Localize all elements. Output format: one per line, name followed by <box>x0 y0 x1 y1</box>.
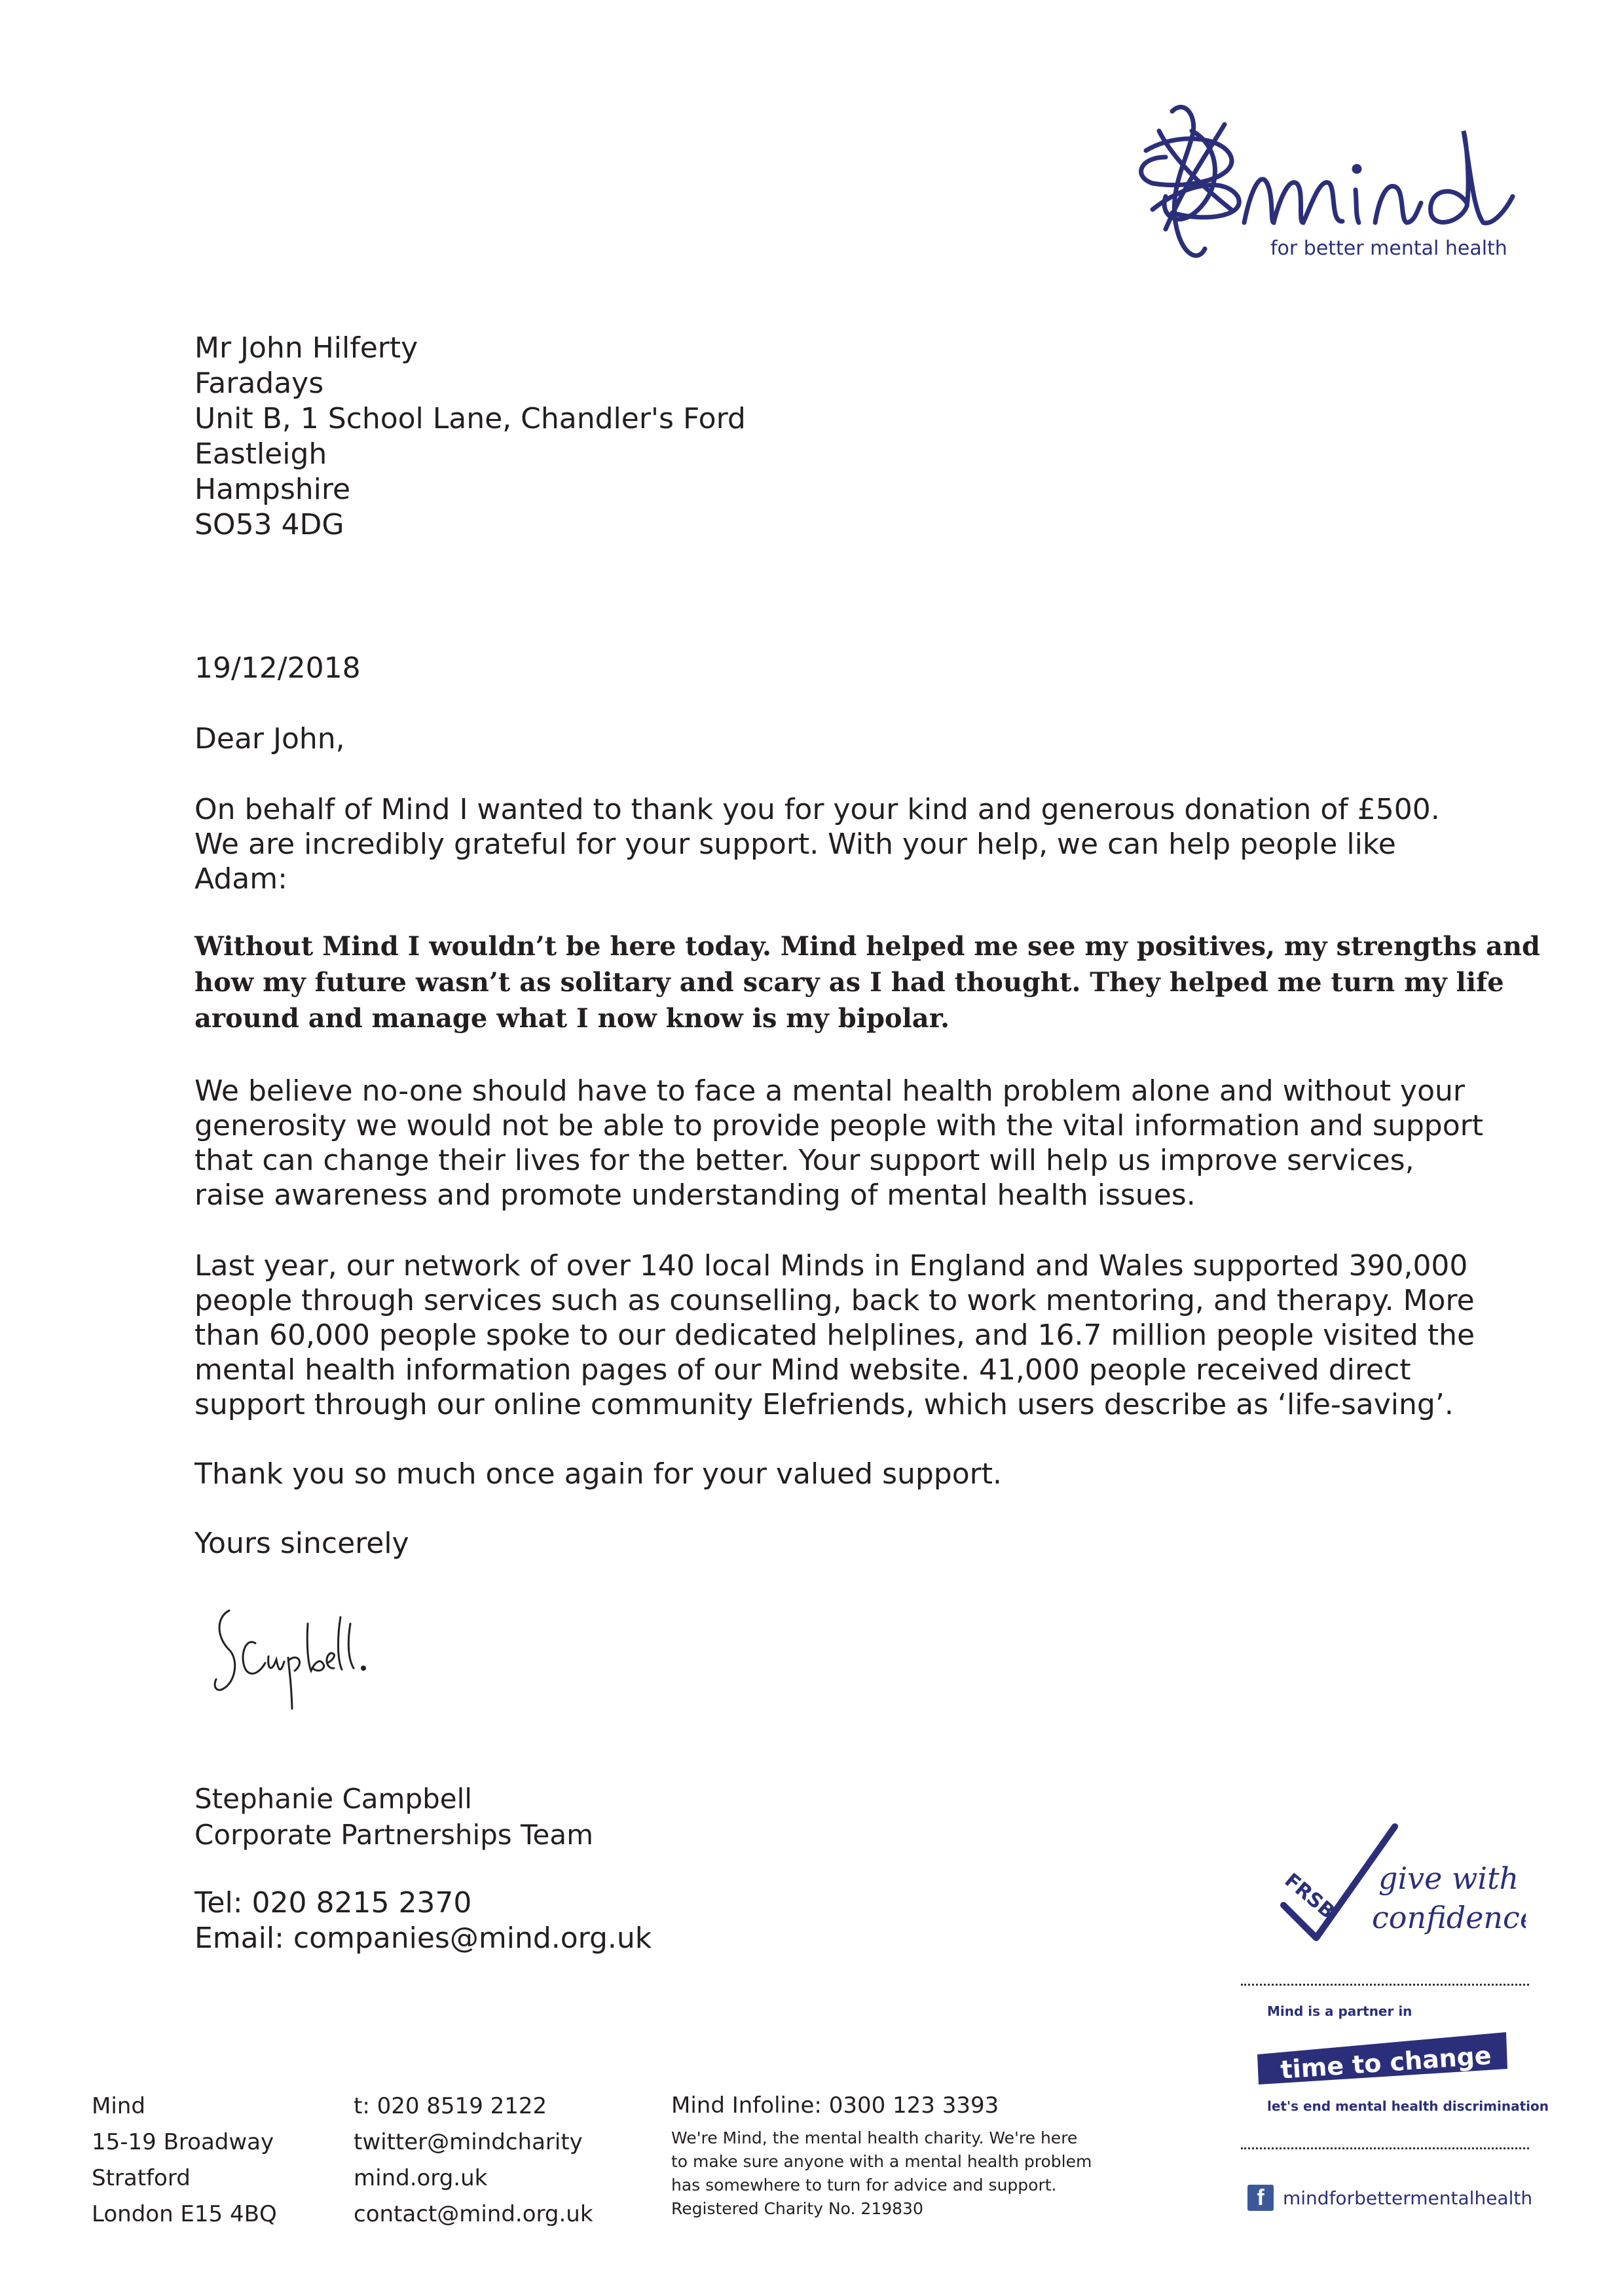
svg-text:confidence: confidence <box>1372 1900 1526 1935</box>
signer-name: Stephanie Campbell <box>194 1783 472 1815</box>
text-line: how my future wasn’t as solitary and scary as I had thought. They helped me turn my life <box>194 967 1504 998</box>
ttc-tagline: let's end mental health discrimination <box>1267 2098 1549 2114</box>
signer-contact <box>194 1886 652 1956</box>
recipient-address <box>194 331 746 543</box>
recipient-company: Faradays <box>194 367 324 400</box>
text-line: On behalf of Mind I wanted to thank you for your kind and generous donation of £500. <box>194 793 1440 826</box>
text-line: raise awareness and promote understanding of mental health issues. <box>194 1178 1196 1212</box>
footer-city: London E15 4BQ <box>92 2201 277 2227</box>
footer-area: Stratford <box>92 2165 191 2191</box>
text-line: We're Mind, the mental health charity. We're here <box>671 2128 1078 2147</box>
divider <box>1241 1984 1529 1986</box>
text-line: has somewhere to turn for advice and support. <box>671 2176 1057 2195</box>
text-line: around and manage what I now know is my bipolar. <box>194 1003 950 1034</box>
footer-phone: t: 020 8519 2122 <box>354 2093 547 2119</box>
signer-tel: Tel: 020 8215 2370 <box>194 1886 472 1920</box>
text-line: Adam: <box>194 862 287 896</box>
recipient-name: Mr John Hilferty <box>194 331 418 365</box>
frsb-give-with-confidence-badge <box>1244 1813 1526 1958</box>
testimonial-quote <box>194 928 1541 1036</box>
signer-team: Corporate Partnerships Team <box>194 1819 594 1851</box>
ttc-partner-label: Mind is a partner in <box>1267 2003 1412 2019</box>
time-to-change-badge <box>1251 2028 1513 2087</box>
text-line: mental health information pages of our Mind website. 41,000 people received direct <box>194 1353 1411 1387</box>
svg-text:FRSB: FRSB <box>1280 1868 1339 1924</box>
signature <box>203 1597 413 1715</box>
text-line: people through services such as counselling, back to work mentoring, and therapy. More <box>194 1284 1475 1317</box>
signature-icon <box>203 1597 413 1715</box>
recipient-town: Eastleigh <box>194 437 327 471</box>
svg-text:give with: give with <box>1378 1861 1519 1896</box>
facebook-handle: mindforbettermentalhealth <box>1283 2187 1533 2209</box>
footer-org: Mind <box>92 2093 145 2119</box>
footer-contacts <box>354 2088 593 2232</box>
text-line: Without Mind I wouldn’t be here today. Mind helped me see my positives, my strengths and <box>194 931 1541 962</box>
text-line: to make sure anyone with a mental health problem <box>671 2152 1092 2171</box>
salutation: Dear John, <box>194 722 345 756</box>
recipient-county: Hampshire <box>194 473 351 506</box>
text-line: generosity we would not be able to provide people with the vital information and support <box>194 1109 1483 1142</box>
footer-infoline: Mind Infoline: 0300 123 3393 <box>671 2092 999 2119</box>
footer-about <box>671 2088 1092 2221</box>
svg-text:time to change: time to change <box>1280 2041 1492 2085</box>
footer-website[interactable]: mind.org.uk <box>354 2165 488 2191</box>
paragraph-thanks <box>194 792 1439 896</box>
paragraph-closing-thanks: Thank you so much once again for your valued support. <box>194 1457 1002 1491</box>
paragraph-mission <box>194 1074 1483 1212</box>
divider <box>1241 2147 1529 2149</box>
footer-twitter[interactable]: twitter@mindcharity <box>354 2129 583 2155</box>
text-line: support through our online community Elefriends, which users describe as ‘life-saving’. <box>194 1388 1454 1421</box>
facebook-link[interactable] <box>1247 2185 1532 2211</box>
recipient-street: Unit B, 1 School Lane, Chandler's Ford <box>194 402 746 435</box>
footer-street: 15-19 Broadway <box>92 2129 274 2155</box>
text-line: that can change their lives for the better. Your support will help us improve services, <box>194 1144 1414 1177</box>
facebook-icon: f <box>1247 2185 1274 2211</box>
closing: Yours sincerely <box>194 1527 409 1560</box>
text-line: We believe no-one should have to face a mental health problem alone and without your <box>194 1074 1465 1108</box>
recipient-postcode: SO53 4DG <box>194 508 344 541</box>
tagline: for better mental health <box>1270 237 1507 260</box>
charity-number: Registered Charity No. 219830 <box>671 2199 923 2218</box>
text-line: Last year, our network of over 140 local Minds in England and Wales supported 390,000 <box>194 1249 1468 1283</box>
text-line: We are incredibly grateful for your support. With your help, we can help people like <box>194 828 1396 861</box>
paragraph-impact <box>194 1248 1475 1422</box>
footer-address <box>92 2088 277 2232</box>
text-line: than 60,000 people spoke to our dedicated helplines, and 16.7 million people visited the <box>194 1319 1475 1352</box>
footer-email[interactable]: contact@mind.org.uk <box>354 2201 593 2227</box>
signer-block <box>194 1781 593 1853</box>
signer-email[interactable]: Email: companies@mind.org.uk <box>194 1922 652 1955</box>
letter-date: 19/12/2018 <box>194 651 361 685</box>
mind-logo <box>1126 92 1545 275</box>
